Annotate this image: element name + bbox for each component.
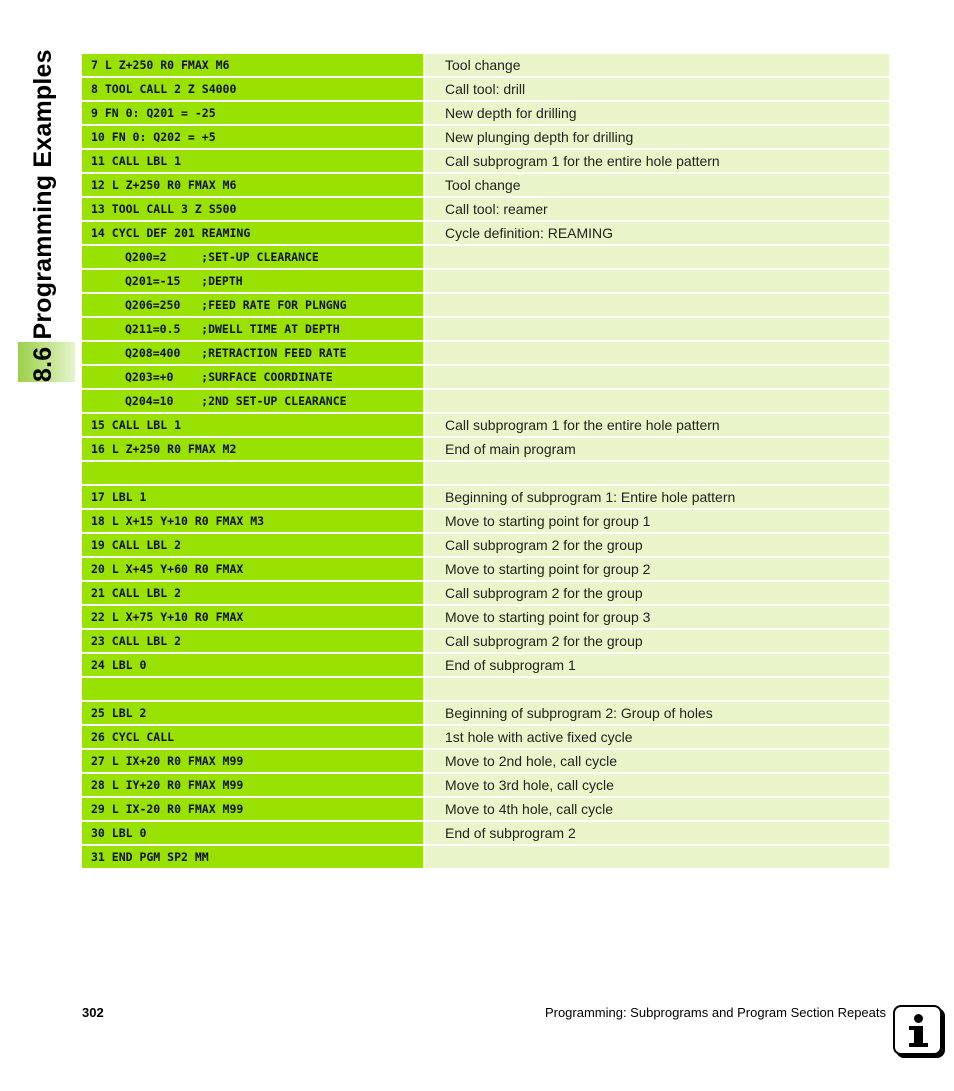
cycle-parameter: Q211=0.5 ;DWELL TIME AT DEPTH — [82, 318, 423, 340]
table-row — [82, 174, 889, 196]
program-line: 19 CALL LBL 2 — [82, 534, 423, 556]
cycle-parameter: Q206=250 ;FEED RATE FOR PLNGNG — [82, 294, 423, 316]
line-comment: 1st hole with active fixed cycle — [425, 726, 889, 748]
program-line: 28 L IY+20 R0 FMAX M99 — [82, 774, 423, 796]
table-row — [82, 366, 889, 388]
table-row — [82, 270, 889, 292]
line-comment: Move to starting point for group 2 — [425, 558, 889, 580]
table-row — [82, 126, 889, 148]
program-line: 26 CYCL CALL — [82, 726, 423, 748]
table-row — [82, 774, 889, 796]
line-comment — [425, 846, 889, 868]
program-line — [82, 678, 423, 700]
program-line: 14 CYCL DEF 201 REAMING — [82, 222, 423, 244]
table-row — [82, 558, 889, 580]
line-comment — [425, 246, 889, 268]
line-comment: Move to 4th hole, call cycle — [425, 798, 889, 820]
line-comment — [425, 462, 889, 484]
line-comment: Move to 2nd hole, call cycle — [425, 750, 889, 772]
line-comment — [425, 390, 889, 412]
program-line: 7 L Z+250 R0 FMAX M6 — [82, 54, 423, 76]
program-line: 25 LBL 2 — [82, 702, 423, 724]
table-row — [82, 78, 889, 100]
line-comment — [425, 678, 889, 700]
line-comment — [425, 270, 889, 292]
table-row — [82, 846, 889, 868]
program-line: 16 L Z+250 R0 FMAX M2 — [82, 438, 423, 460]
line-comment: End of main program — [425, 438, 889, 460]
table-row — [82, 798, 889, 820]
program-line: 13 TOOL CALL 3 Z S500 — [82, 198, 423, 220]
line-comment: Move to 3rd hole, call cycle — [425, 774, 889, 796]
table-row — [82, 318, 889, 340]
line-comment: Cycle definition: REAMING — [425, 222, 889, 244]
table-row — [82, 726, 889, 748]
line-comment: Beginning of subprogram 2: Group of holes — [425, 702, 889, 724]
program-line: 12 L Z+250 R0 FMAX M6 — [82, 174, 423, 196]
line-comment: New depth for drilling — [425, 102, 889, 124]
table-row — [82, 150, 889, 172]
program-line: 10 FN 0: Q202 = +5 — [82, 126, 423, 148]
table-row — [82, 510, 889, 532]
table-row — [82, 390, 889, 412]
line-comment — [425, 366, 889, 388]
page-number: 302 — [82, 1005, 104, 1020]
table-row — [82, 222, 889, 244]
info-icon — [893, 1005, 942, 1055]
line-comment: Call subprogram 1 for the entire hole pattern — [425, 150, 889, 172]
table-row — [82, 462, 889, 484]
table-row — [82, 702, 889, 724]
table-row — [82, 294, 889, 316]
chapter-title: Programming: Subprograms and Program Section Repeats — [544, 1005, 886, 1020]
table-row — [82, 102, 889, 124]
section-title: 8.6 Programming Examples — [29, 49, 57, 382]
program-line: 18 L X+15 Y+10 R0 FMAX M3 — [82, 510, 423, 532]
table-row — [82, 414, 889, 436]
program-line: 17 LBL 1 — [82, 486, 423, 508]
table-row — [82, 198, 889, 220]
table-row — [82, 54, 889, 76]
section-side-tab — [18, 49, 75, 382]
program-line: 24 LBL 0 — [82, 654, 423, 676]
program-line: 8 TOOL CALL 2 Z S4000 — [82, 78, 423, 100]
table-row — [82, 606, 889, 628]
line-comment — [425, 342, 889, 364]
line-comment: Beginning of subprogram 1: Entire hole pattern — [425, 486, 889, 508]
line-comment: Call tool: drill — [425, 78, 889, 100]
line-comment — [425, 294, 889, 316]
line-comment: Move to starting point for group 3 — [425, 606, 889, 628]
table-row — [82, 534, 889, 556]
table-row — [82, 342, 889, 364]
line-comment: Call subprogram 2 for the group — [425, 630, 889, 652]
program-line: 22 L X+75 Y+10 R0 FMAX — [82, 606, 423, 628]
line-comment: Call subprogram 2 for the group — [425, 582, 889, 604]
table-row — [82, 678, 889, 700]
line-comment: Move to starting point for group 1 — [425, 510, 889, 532]
line-comment: Call subprogram 2 for the group — [425, 534, 889, 556]
program-line: 15 CALL LBL 1 — [82, 414, 423, 436]
program-line: 23 CALL LBL 2 — [82, 630, 423, 652]
table-row — [82, 630, 889, 652]
program-line: 29 L IX-20 R0 FMAX M99 — [82, 798, 423, 820]
cycle-parameter: Q201=-15 ;DEPTH — [82, 270, 423, 292]
line-comment: End of subprogram 1 — [425, 654, 889, 676]
table-row — [82, 654, 889, 676]
table-row — [82, 246, 889, 268]
line-comment: New plunging depth for drilling — [425, 126, 889, 148]
table-row — [82, 582, 889, 604]
info-icon-dot — [914, 1014, 923, 1023]
table-row — [82, 486, 889, 508]
cycle-parameter: Q204=10 ;2ND SET-UP CLEARANCE — [82, 390, 423, 412]
line-comment: Call subprogram 1 for the entire hole pattern — [425, 414, 889, 436]
cycle-parameter: Q203=+0 ;SURFACE COORDINATE — [82, 366, 423, 388]
program-line: 20 L X+45 Y+60 R0 FMAX — [82, 558, 423, 580]
program-line: 21 CALL LBL 2 — [82, 582, 423, 604]
program-line: 30 LBL 0 — [82, 822, 423, 844]
line-comment: Tool change — [425, 174, 889, 196]
program-table — [82, 54, 889, 870]
line-comment — [425, 318, 889, 340]
line-comment: Call tool: reamer — [425, 198, 889, 220]
program-line: 9 FN 0: Q201 = -25 — [82, 102, 423, 124]
table-row — [82, 750, 889, 772]
line-comment: Tool change — [425, 54, 889, 76]
cycle-parameter: Q208=400 ;RETRACTION FEED RATE — [82, 342, 423, 364]
cycle-parameter: Q200=2 ;SET-UP CLEARANCE — [82, 246, 423, 268]
info-icon-serif-bottom — [909, 1043, 928, 1047]
program-line — [82, 462, 423, 484]
table-row — [82, 822, 889, 844]
table-row — [82, 438, 889, 460]
program-line: 31 END PGM SP2 MM — [82, 846, 423, 868]
line-comment: End of subprogram 2 — [425, 822, 889, 844]
program-line: 11 CALL LBL 1 — [82, 150, 423, 172]
program-line: 27 L IX+20 R0 FMAX M99 — [82, 750, 423, 772]
